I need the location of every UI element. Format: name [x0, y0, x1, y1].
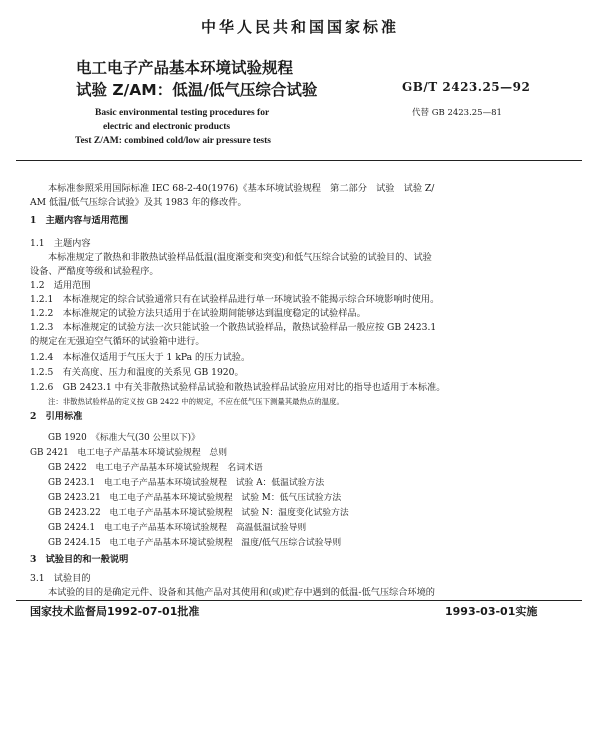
ref-gb1920: GB 1920 《标准大气(30 公里以下)》 — [48, 433, 200, 443]
title-line-1: 电工电子产品基本环境试验规程 — [76, 59, 294, 77]
ref-gb2424-1: GB 2424.1 电工电子产品基本环境试验规程 高温低温试验导则 — [48, 523, 307, 533]
replaces-note: 代替 GB 2423.25—81 — [412, 108, 502, 118]
section-1-heading: 1 主题内容与适用范围 — [30, 215, 129, 226]
standard-code: GB/T 2423.25—92 — [402, 80, 531, 94]
section-3-heading: 3 试验目的和一般说明 — [30, 554, 129, 565]
ref-gb2423-22: GB 2423.22 电工电子产品基本环境试验规程 试验 N：温度变化试验方法 — [48, 508, 349, 518]
implementation-date: 1993-03-01实施 — [445, 605, 538, 618]
approval-date: 国家技术监督局1992-07-01批准 — [30, 605, 200, 618]
item-1-2-3-cont: 的规定在无强迫空气循环的试验箱中进行。 — [30, 336, 205, 347]
section-2-heading: 2 引用标准 — [30, 411, 83, 422]
ref-gb2421: GB 2421 电工电子产品基本环境试验规程 总则 — [30, 448, 228, 458]
item-1-2-6: 1.2.6 GB 2423.1 中有关非散热试验样品试验和散热试验样品试验应用对比的指导也适用于本标准。 — [30, 382, 446, 393]
ref-gb2423-21: GB 2423.21 电工电子产品基本环境试验规程 试验 M：低气压试验方法 — [48, 493, 342, 503]
ref-gb2422: GB 2422 电工电子产品基本环境试验规程 名词术语 — [48, 463, 263, 473]
national-standard-header: 中华人民共和国国家标准 — [200, 18, 399, 36]
english-title-2: electric and electronic products — [103, 122, 231, 132]
ref-gb2424-15: GB 2424.15 电工电子产品基本环境试验规程 温度/低气压综合试验导则 — [48, 538, 342, 548]
item-3-1-text: 本试验的目的是确定元件、设备和其他产品对其使用和(或)贮存中遇到的低温-低气压综合环境的 — [48, 587, 435, 598]
footer-rule — [16, 600, 582, 601]
item-1-2-5: 1.2.5 有关高度、压力和温度的关系见 GB 1920。 — [30, 367, 244, 378]
header-rule — [16, 160, 582, 161]
item-1-1-text-1: 本标准规定了散热和非散热试验样品低温(温度渐变和突变)和低气压综合试验的试验目的、试验 — [48, 252, 432, 263]
item-1-1: 1.1 主题内容 — [30, 238, 91, 249]
english-title-3: Test Z/AM: combined cold/low air pressure tests — [75, 136, 271, 146]
item-3-1: 3.1 试验目的 — [30, 573, 91, 584]
item-1-2-2: 1.2.2 本标准规定的试验方法只适用于在试验期间能够达到温度稳定的试验样品。 — [30, 308, 366, 319]
ref-gb2423-1: GB 2423.1 电工电子产品基本环境试验规程 试验 A：低温试验方法 — [48, 478, 325, 488]
item-1-2-1: 1.2.1 本标准规定的综合试验通常只有在试验样品进行单一环境试验不能揭示综合环境影响时使用。 — [30, 294, 440, 305]
english-title-1: Basic environmental testing procedures for — [95, 108, 270, 118]
item-1-2: 1.2 适用范围 — [30, 280, 91, 291]
intro-line-1: 本标准参照采用国际标准 IEC 68-2-40(1976)《基本环境试验规程 第二部分 试验 试验 Z/ — [48, 183, 435, 194]
intro-line-2: AM 低温/低气压综合试验》及其 1983 年的修改件。 — [30, 197, 247, 208]
item-1-2-3: 1.2.3 本标准规定的试验方法一次只能试验一个散热试验样品，散热试验样品一般应按 GB 2423.1 — [30, 322, 437, 333]
note-line: 注：非散热试验样品的定义按 GB 2422 中的规定，不应在低气压下测量其最热点的温度。 — [48, 397, 344, 406]
item-1-1-text-2: 设备、严酷度等级和试验程序。 — [30, 266, 159, 277]
title-line-2: 试验 Z/AM：低温/低气压综合试验 — [76, 81, 318, 99]
item-1-2-4: 1.2.4 本标准仅适用于气压大于 1 kPa 的压力试验。 — [30, 352, 251, 363]
